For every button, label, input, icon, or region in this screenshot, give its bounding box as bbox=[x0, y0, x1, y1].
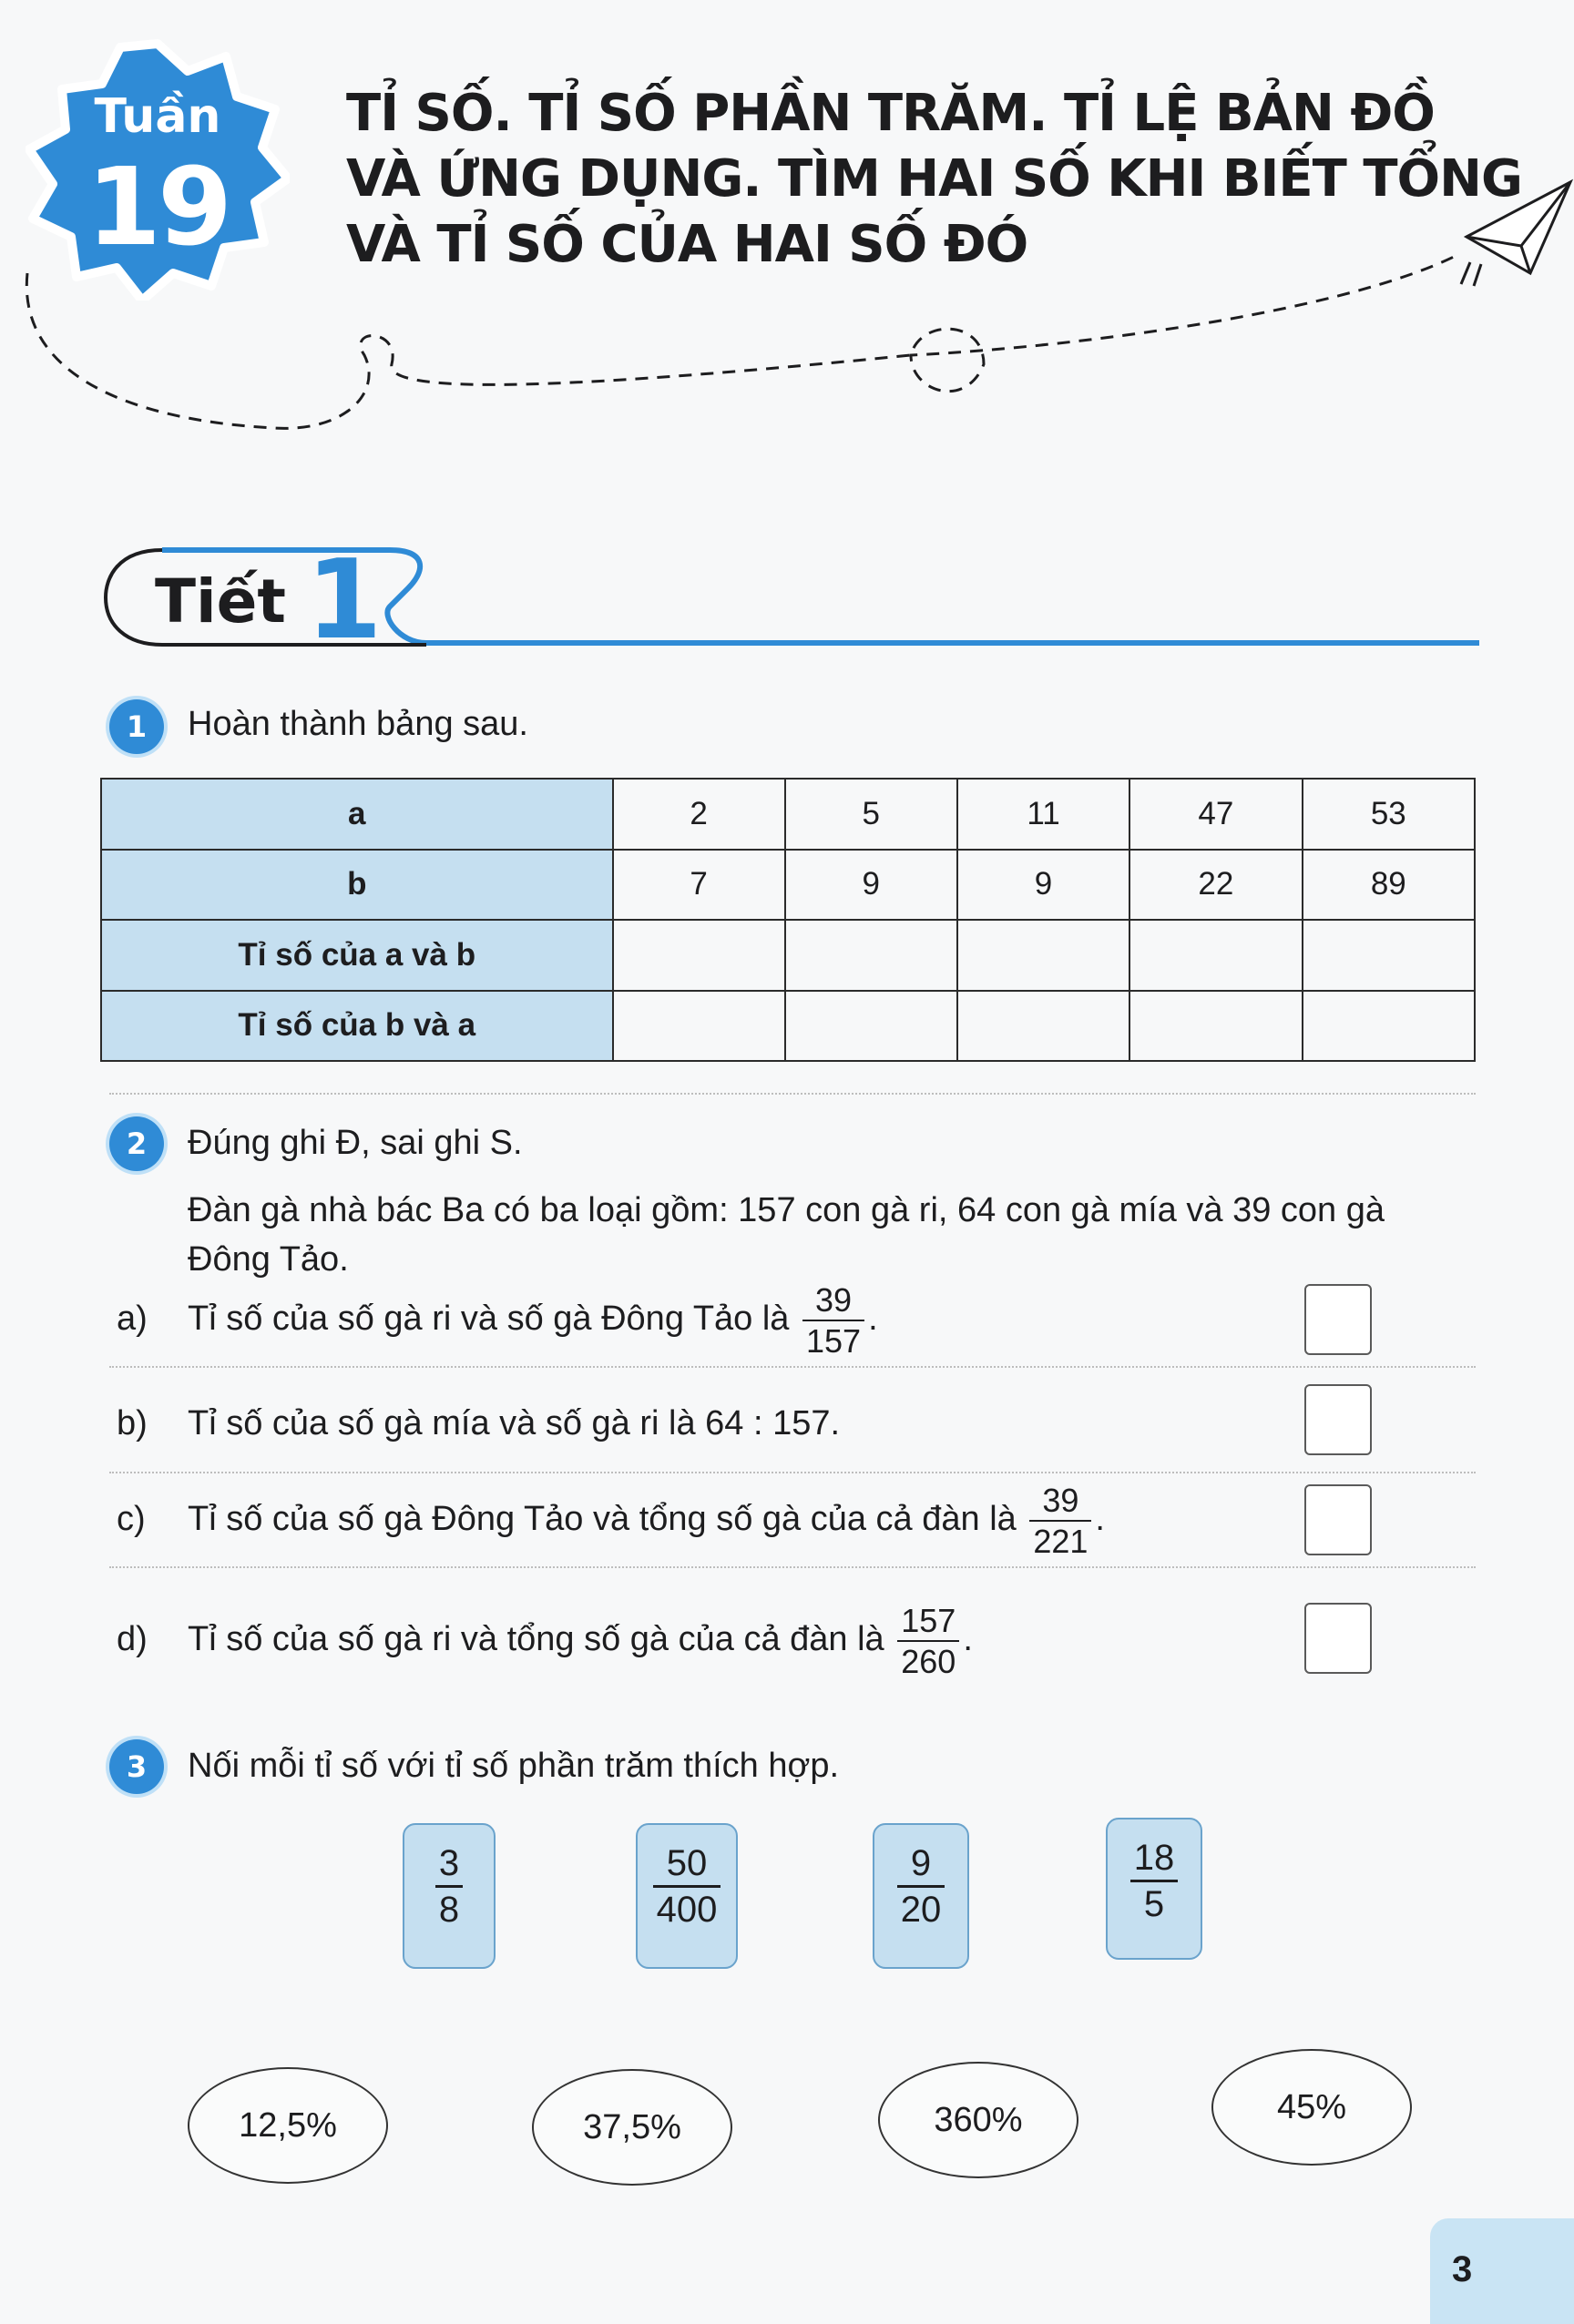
answer-box-a[interactable] bbox=[1304, 1284, 1372, 1355]
divider bbox=[109, 1093, 1476, 1095]
fraction-card[interactable] bbox=[403, 1823, 496, 1969]
table-row bbox=[101, 991, 1475, 1062]
page-title-line-3: VÀ TỈ SỐ CỦA HAI SỐ ĐÓ bbox=[346, 215, 1028, 274]
table-cell: 22 bbox=[1129, 850, 1302, 921]
row-header: b bbox=[101, 850, 613, 921]
percent-oval[interactable]: 12,5% bbox=[188, 2067, 388, 2184]
paper-plane-icon bbox=[1457, 173, 1574, 301]
table-row bbox=[101, 920, 1475, 991]
answer-cell[interactable] bbox=[957, 991, 1129, 1062]
exercise-2-context-line-2: Đông Tảo. bbox=[188, 1240, 349, 1279]
fraction bbox=[802, 1280, 864, 1361]
lesson-label: Tiết bbox=[155, 566, 286, 637]
row-header: Tỉ số của a và b bbox=[101, 920, 613, 991]
fraction bbox=[1130, 1836, 1179, 1926]
lesson-heading bbox=[107, 537, 383, 664]
denominator: 5 bbox=[1143, 1884, 1165, 1924]
statement-text: Tỉ số của số gà Đông Tảo và tổng số gà của cả đàn là bbox=[188, 1500, 1017, 1539]
item-label: c) bbox=[117, 1500, 146, 1539]
week-label: Tuần bbox=[94, 89, 221, 144]
statement-text: Tỉ số của số gà ri và số gà Đông Tảo là bbox=[188, 1300, 790, 1339]
denominator: 221 bbox=[1033, 1523, 1089, 1561]
exercise-3-instruction: Nối mỗi tỉ số với tỉ số phần trăm thích hợp. bbox=[188, 1747, 840, 1785]
answer-box-c[interactable] bbox=[1304, 1484, 1372, 1555]
table-row bbox=[101, 779, 1475, 850]
fraction-card[interactable] bbox=[873, 1823, 969, 1969]
answer-cell[interactable] bbox=[613, 991, 785, 1062]
table-cell: 47 bbox=[1129, 779, 1302, 850]
row-header: a bbox=[101, 779, 613, 850]
answer-cell[interactable] bbox=[1129, 920, 1302, 991]
answer-cell[interactable] bbox=[1129, 991, 1302, 1062]
table-cell: 11 bbox=[957, 779, 1129, 850]
numerator: 3 bbox=[435, 1841, 463, 1888]
denominator: 8 bbox=[438, 1890, 460, 1930]
item-label: b) bbox=[117, 1404, 148, 1442]
numerator: 39 bbox=[1029, 1481, 1091, 1522]
exercise-2-instruction: Đúng ghi Đ, sai ghi S. bbox=[188, 1124, 523, 1162]
statement-a bbox=[117, 1280, 878, 1361]
fraction bbox=[653, 1841, 721, 1932]
answer-cell[interactable] bbox=[785, 920, 957, 991]
lesson-number: 1 bbox=[306, 537, 383, 664]
divider bbox=[109, 1366, 1476, 1368]
statement-end: . bbox=[868, 1300, 878, 1339]
answer-cell[interactable] bbox=[613, 920, 785, 991]
statement-end: . bbox=[963, 1620, 973, 1659]
table-cell: 89 bbox=[1303, 850, 1475, 921]
statement-text: Tỉ số của số gà mía và số gà ri là 64 : 157. bbox=[188, 1404, 841, 1442]
statement-d bbox=[117, 1601, 973, 1681]
table-cell: 7 bbox=[613, 850, 785, 921]
numerator: 18 bbox=[1130, 1836, 1179, 1882]
answer-cell[interactable] bbox=[1303, 991, 1475, 1062]
exercise-2-context-line-1: Đàn gà nhà bác Ba có ba loại gồm: 157 con gà ri, 64 con gà mía và 39 con gà bbox=[188, 1191, 1385, 1229]
fraction-card[interactable] bbox=[636, 1823, 738, 1969]
fraction bbox=[435, 1841, 463, 1932]
numerator: 39 bbox=[802, 1280, 864, 1321]
denominator: 157 bbox=[806, 1322, 862, 1361]
page-number: 3 bbox=[1452, 2249, 1473, 2289]
exercise-3-number: 3 bbox=[109, 1739, 164, 1794]
page-title-line-1: TỈ SỐ. TỈ SỐ PHẦN TRĂM. TỈ LỆ BẢN ĐỒ bbox=[346, 84, 1435, 143]
exercise-1-instruction: Hoàn thành bảng sau. bbox=[188, 705, 528, 743]
table-cell: 53 bbox=[1303, 779, 1475, 850]
answer-cell[interactable] bbox=[1303, 920, 1475, 991]
exercise-1-number: 1 bbox=[109, 699, 164, 754]
denominator: 260 bbox=[901, 1643, 956, 1681]
denominator: 20 bbox=[900, 1890, 942, 1930]
statement-c bbox=[117, 1481, 1105, 1561]
answer-cell[interactable] bbox=[957, 920, 1129, 991]
table-cell: 9 bbox=[785, 850, 957, 921]
table-cell: 9 bbox=[957, 850, 1129, 921]
page-title-line-2: VÀ ỨNG DỤNG. TÌM HAI SỐ KHI BIẾT TỔNG bbox=[346, 149, 1522, 209]
item-label: a) bbox=[117, 1300, 148, 1339]
statement-text: Tỉ số của số gà ri và tổng số gà của cả đàn là bbox=[188, 1620, 884, 1659]
numerator: 9 bbox=[897, 1841, 945, 1888]
statement-b bbox=[117, 1404, 840, 1443]
item-label: d) bbox=[117, 1620, 148, 1659]
week-number: 19 bbox=[86, 144, 230, 270]
percent-oval[interactable]: 37,5% bbox=[532, 2069, 732, 2186]
exercise-2-number: 2 bbox=[109, 1116, 164, 1171]
answer-box-d[interactable] bbox=[1304, 1603, 1372, 1674]
divider bbox=[109, 1566, 1476, 1568]
denominator: 400 bbox=[656, 1890, 718, 1930]
fraction bbox=[897, 1601, 959, 1681]
statement-end: . bbox=[1095, 1500, 1105, 1539]
numerator: 50 bbox=[653, 1841, 721, 1888]
percent-oval[interactable]: 360% bbox=[878, 2062, 1078, 2178]
answer-cell[interactable] bbox=[785, 991, 957, 1062]
fraction bbox=[1029, 1481, 1091, 1561]
divider bbox=[109, 1472, 1476, 1473]
ratio-table bbox=[100, 778, 1476, 1062]
answer-box-b[interactable] bbox=[1304, 1384, 1372, 1455]
dashed-path-decoration bbox=[0, 182, 1574, 455]
table-cell: 5 bbox=[785, 779, 957, 850]
numerator: 157 bbox=[897, 1601, 959, 1642]
percent-oval[interactable]: 45% bbox=[1211, 2049, 1412, 2166]
row-header: Tỉ số của b và a bbox=[101, 991, 613, 1062]
table-row bbox=[101, 850, 1475, 921]
fraction bbox=[897, 1841, 945, 1932]
table-cell: 2 bbox=[613, 779, 785, 850]
fraction-card[interactable] bbox=[1106, 1818, 1202, 1960]
